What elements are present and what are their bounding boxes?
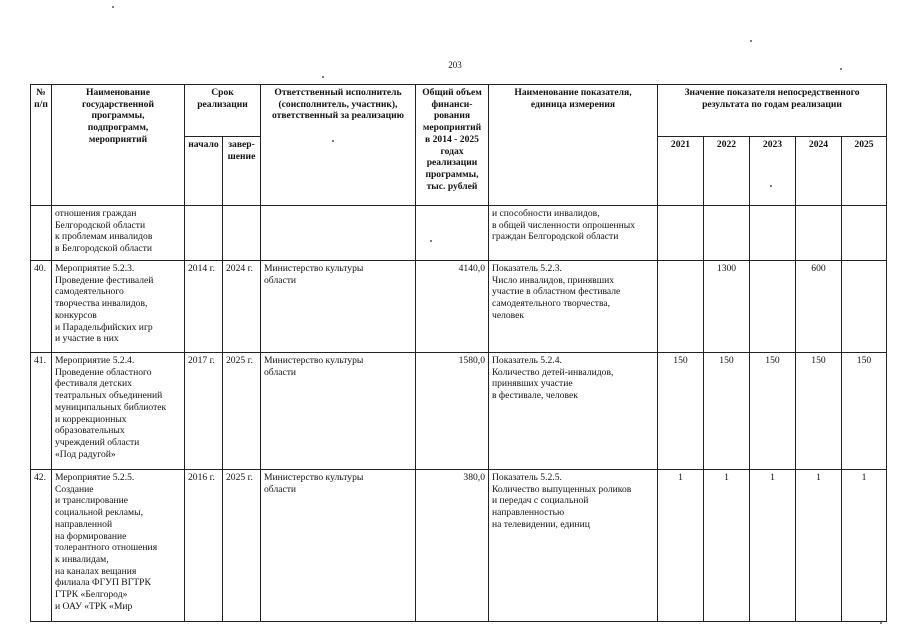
page-number: 203 [448,60,462,70]
scan-speck [880,622,882,624]
row-value: 150 [704,353,750,470]
row-executor: Министерство культуры области [261,353,416,470]
row-executor: Министерство культуры области [261,470,416,622]
row-value: 150 [842,353,887,470]
scan-speck [770,185,772,187]
row-value [658,206,704,261]
table-row [31,206,887,261]
row-num: 41. [31,353,52,470]
header-num: № п/п [31,85,52,206]
row-value: 150 [796,353,842,470]
row-volume [416,206,489,261]
table-row [31,261,887,353]
row-indicator: Показатель 5.2.4. Количество детей-инвалидов, принявших участие в фестивале, человек [489,353,658,470]
row-value [842,261,887,353]
header-volume: Общий объем финанси- рования мероприятий в 2014 - 2025 годах реализации программы, тыс. рублей [416,85,489,206]
scan-speck [322,76,324,78]
table-row [31,470,887,622]
header-year: 2024 [796,137,842,206]
header-year: 2025 [842,137,887,206]
header-values-group: Значение показателя непосредственного результата по годам реализации [658,85,887,137]
header-year: 2022 [704,137,750,206]
row-value: 1 [750,470,796,622]
row-num: 42. [31,470,52,622]
header-period: Срок реализации [185,85,261,137]
row-value [750,261,796,353]
row-name: Мероприятие 5.2.5. Создание и транслирование социальной рекламы, направленной на формирование толерантного отношения к инвалидам, на каналах вещания филиала ФГУП ВГТРК ГТРК «Белгород» и ОАУ «ТРК «Мир [52,470,185,622]
row-value [658,261,704,353]
scan-speck [332,140,334,142]
row-name: Мероприятие 5.2.3. Проведение фестивалей самодеятельного творчества инвалидов, конкурсов и Парадельфийских игр и участие в них [52,261,185,353]
row-start: 2014 г. [185,261,223,353]
row-value: 1 [842,470,887,622]
row-value [796,206,842,261]
row-indicator: Показатель 5.2.5. Количество выпущенных роликов и передач с социальной направленностью на телевидении, единиц [489,470,658,622]
header-indicator: Наименование показателя, единица измерения [489,85,658,206]
row-num [31,206,52,261]
row-end: 2025 г. [223,470,261,622]
header-executor: Ответственный исполнитель (соисполнитель, участник), ответственный за реализацию [261,85,416,206]
row-value [750,206,796,261]
row-volume: 380,0 [416,470,489,622]
row-indicator: Показатель 5.2.3. Число инвалидов, принявших участие в областном фестивале самодеятельного творчества, человек [489,261,658,353]
header-year: 2021 [658,137,704,206]
header-end: завер- шение [223,137,261,206]
scan-speck [112,6,114,8]
row-value [842,206,887,261]
row-end [223,206,261,261]
row-volume: 1580,0 [416,353,489,470]
row-value: 150 [658,353,704,470]
row-executor: Министерство культуры области [261,261,416,353]
row-value: 150 [750,353,796,470]
scan-speck [750,40,752,42]
row-value: 1 [796,470,842,622]
row-value [704,206,750,261]
table-row [31,353,887,470]
row-volume: 4140,0 [416,261,489,353]
row-name: отношения граждан Белгородской области к проблемам инвалидов в Белгородской области [52,206,185,261]
row-end: 2024 г. [223,261,261,353]
row-value: 600 [796,261,842,353]
row-value: 1 [704,470,750,622]
header-name: Наименование государственной программы, подпрограмм, мероприятий [52,85,185,206]
row-num: 40. [31,261,52,353]
scan-speck [840,68,842,70]
row-executor [261,206,416,261]
scan-speck [430,240,432,242]
row-start: 2016 г. [185,470,223,622]
program-table [30,84,887,622]
row-start: 2017 г. [185,353,223,470]
row-end: 2025 г. [223,353,261,470]
row-indicator: и способности инвалидов, в общей численности опрошенных граждан Белгородской области [489,206,658,261]
header-start: начало [185,137,223,206]
row-start [185,206,223,261]
header-year: 2023 [750,137,796,206]
row-name: Мероприятие 5.2.4. Проведение областного фестиваля детских театральных объединений муниципальных библиотек и коррекционных образовательных учреждений области «Под радугой» [52,353,185,470]
row-value: 1 [658,470,704,622]
row-value: 1300 [704,261,750,353]
